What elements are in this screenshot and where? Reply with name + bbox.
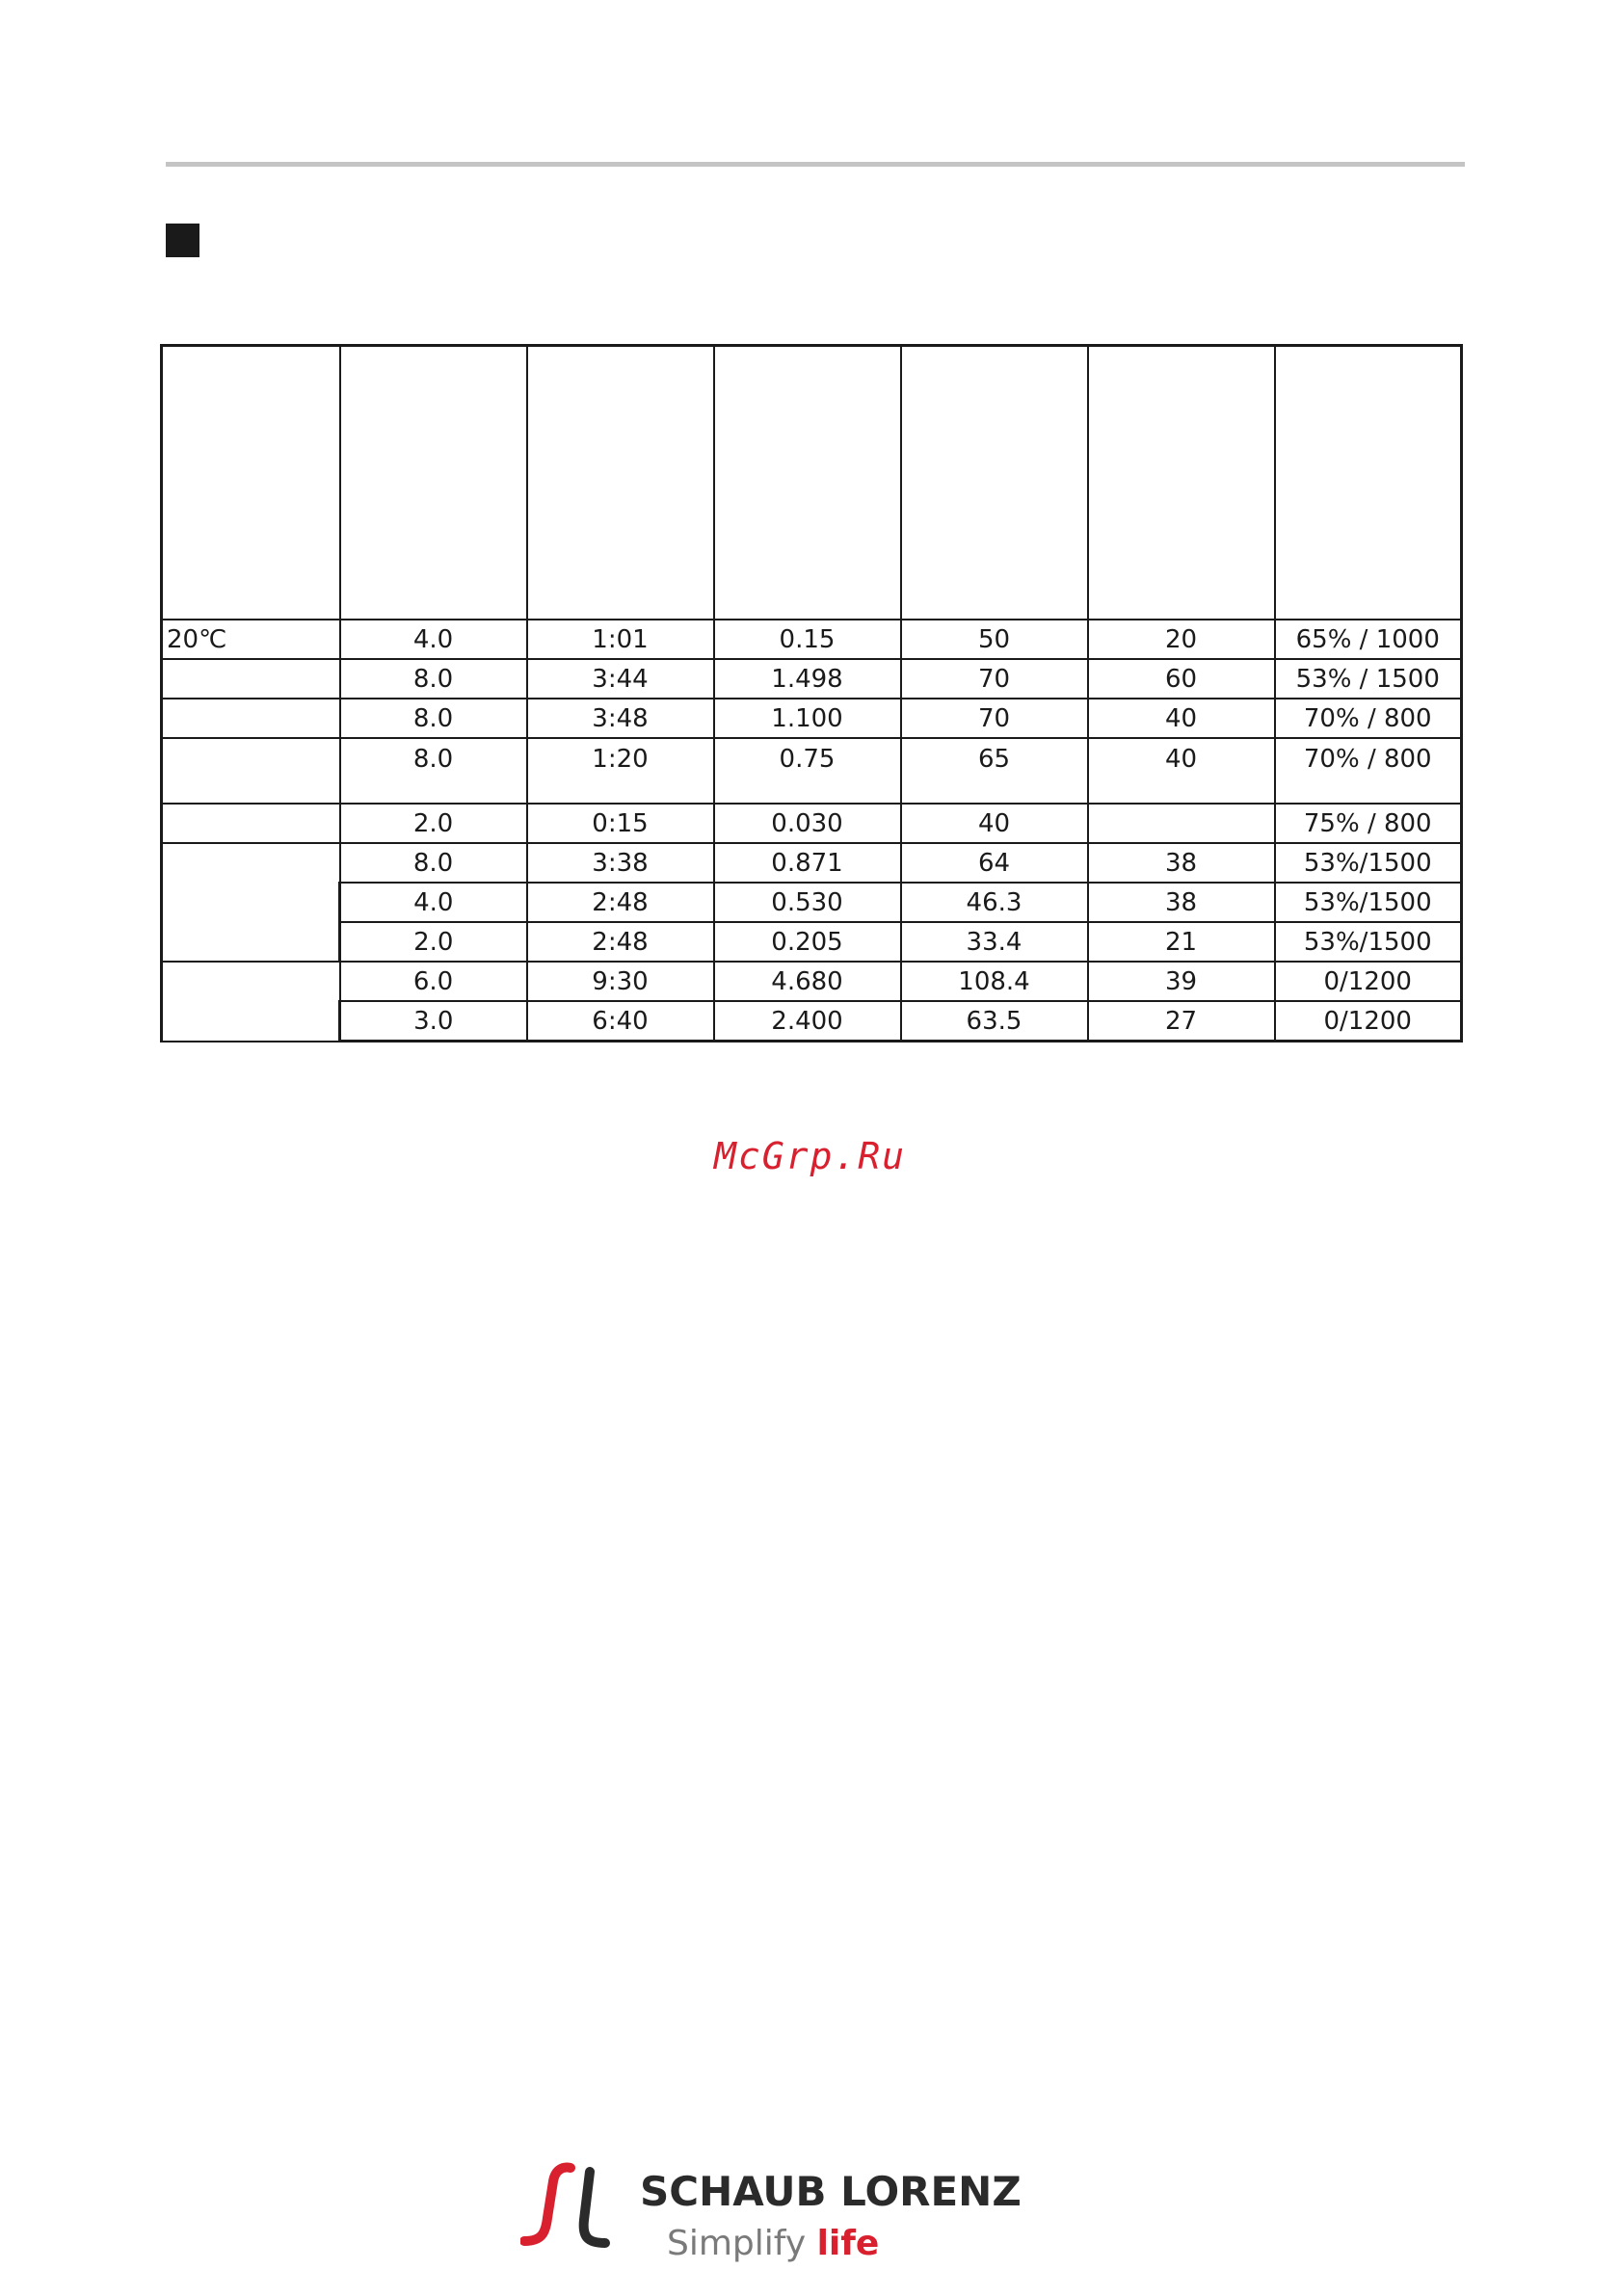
table-header-row [162,346,1462,620]
table-cell: 70% / 800 [1275,699,1462,738]
table-cell: 27 [1088,1001,1275,1042]
table-cell: 3.0 [340,1001,527,1042]
table-row [162,804,1462,843]
header-cell [714,346,901,620]
table-cell: 38 [1088,883,1275,922]
table-cell: 9:30 [527,962,714,1001]
table-row [162,659,1462,699]
tagline-simplify: Simplify [667,2224,807,2263]
table-cell: 0/1200 [1275,1001,1462,1042]
table-cell: 53% / 1500 [1275,659,1462,699]
table-cell: 3:38 [527,843,714,883]
table-cell: 0.205 [714,922,901,962]
table-cell: 70 [901,659,1088,699]
condition-cell [162,843,340,962]
table-cell: 70 [901,699,1088,738]
table-row [162,738,1462,804]
table-cell: 2.0 [340,922,527,962]
table-cell: 0.75 [714,738,901,804]
table-cell: 75% / 800 [1275,804,1462,843]
header-cell [527,346,714,620]
table-row [162,922,1462,962]
table-cell: 40 [1088,699,1275,738]
table-cell: 1:20 [527,738,714,804]
table-cell: 0/1200 [1275,962,1462,1001]
table-cell: 50 [901,620,1088,659]
table-row [162,883,1462,922]
table-cell: 53%/1500 [1275,922,1462,962]
table-cell: 108.4 [901,962,1088,1001]
header-cell [1088,346,1275,620]
tagline-life: life [816,2224,880,2263]
table-cell: 0.871 [714,843,901,883]
table-cell: 60 [1088,659,1275,699]
table-cell: 1.100 [714,699,901,738]
table-cell: 20 [1088,620,1275,659]
table-cell: 63.5 [901,1001,1088,1042]
table-cell: 40 [1088,738,1275,804]
condition-cell [162,962,340,1042]
table-cell: 38 [1088,843,1275,883]
table-cell: 39 [1088,962,1275,1001]
table-cell: 70% / 800 [1275,738,1462,804]
table-row [162,620,1462,659]
table-cell: 4.680 [714,962,901,1001]
table-cell: 8.0 [340,738,527,804]
table-cell: 8.0 [340,699,527,738]
table-cell: 6:40 [527,1001,714,1042]
condition-cell [162,699,340,738]
header-cell [162,346,340,620]
table-cell: 0.030 [714,804,901,843]
table-cell: 2.400 [714,1001,901,1042]
table-cell: 0:15 [527,804,714,843]
table-cell: 4.0 [340,883,527,922]
table-row [162,699,1462,738]
table-cell: 4.0 [340,620,527,659]
table-row [162,843,1462,883]
table-cell: 3:48 [527,699,714,738]
spec-table [160,344,1463,1042]
table-cell: 0.15 [714,620,901,659]
table-row [162,962,1462,1001]
table-cell: 53%/1500 [1275,883,1462,922]
table-cell: 3:44 [527,659,714,699]
table-cell: 2.0 [340,804,527,843]
table-cell: 46.3 [901,883,1088,922]
header-cell [340,346,527,620]
table-cell: 2:48 [527,883,714,922]
table-cell: 65% / 1000 [1275,620,1462,659]
header-cell [901,346,1088,620]
brand-logo [520,2154,1060,2270]
condition-cell: 20℃ [162,620,340,659]
condition-cell [162,804,340,843]
table-row [162,1001,1462,1042]
table-cell: 53%/1500 [1275,843,1462,883]
brand-swoosh-icon [520,2162,626,2268]
table-cell: 33.4 [901,922,1088,962]
condition-cell [162,659,340,699]
table-cell: 2:48 [527,922,714,962]
table-cell: 40 [901,804,1088,843]
watermark-text: McGrp.Ru [713,1135,907,1177]
top-divider [166,162,1465,167]
table-cell [1088,804,1275,843]
brand-name: SCHAUB LORENZ [640,2168,1022,2215]
table-cell: 6.0 [340,962,527,1001]
table-cell: 64 [901,843,1088,883]
table-cell: 0.530 [714,883,901,922]
condition-cell [162,738,340,804]
table-cell: 8.0 [340,659,527,699]
table-cell: 1.498 [714,659,901,699]
section-bullet-square [166,224,199,257]
table-cell: 65 [901,738,1088,804]
table-cell: 1:01 [527,620,714,659]
table-cell: 21 [1088,922,1275,962]
header-cell [1275,346,1462,620]
table-cell: 8.0 [340,843,527,883]
brand-tagline [667,2224,879,2263]
